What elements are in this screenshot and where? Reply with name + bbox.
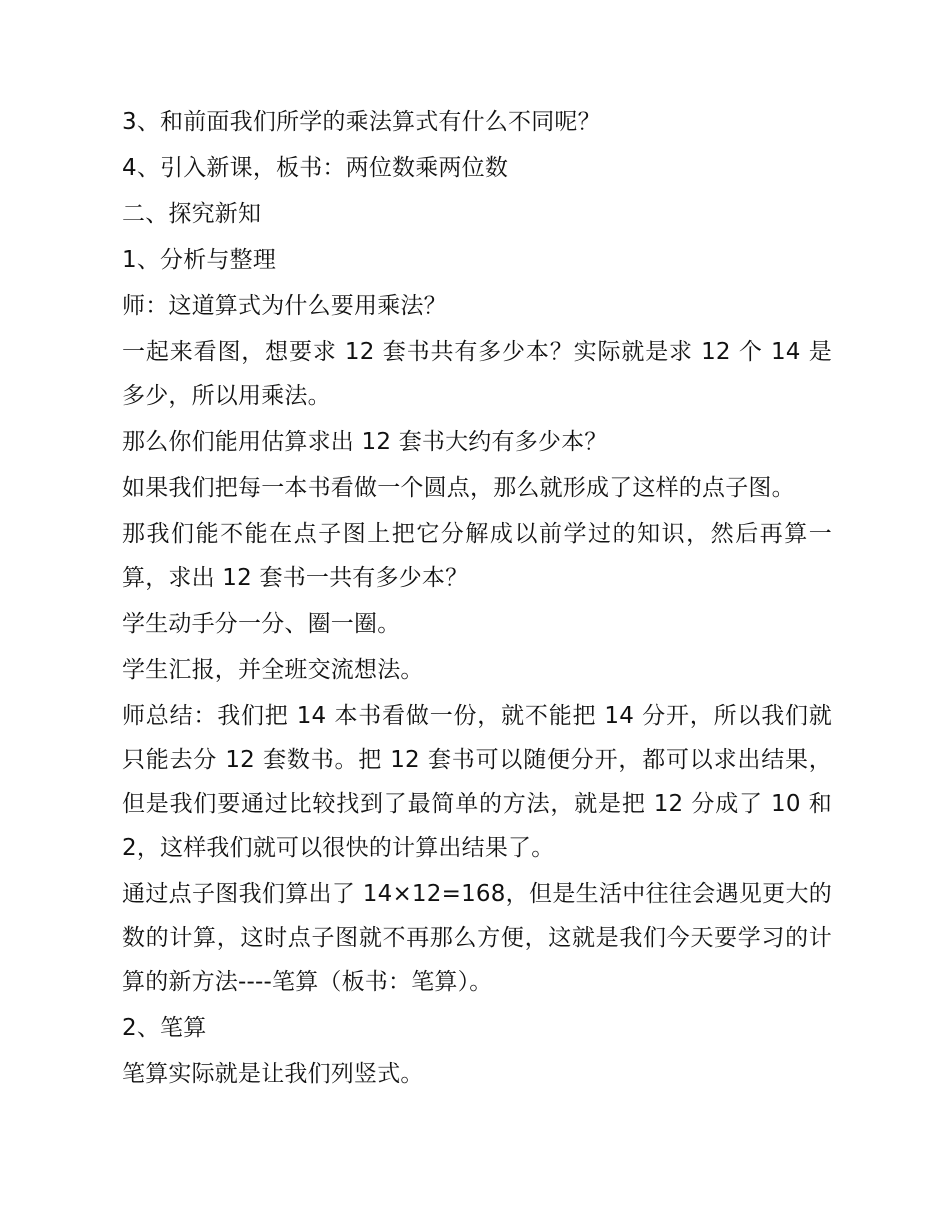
- question-3: 3、和前面我们所学的乘法算式有什么不同呢？: [122, 109, 601, 135]
- student-report: 学生汇报，并全班交流想法。: [122, 657, 424, 683]
- document-body: [122, 100, 832, 1096]
- teacher-summary: 师总结：我们把 14 本书看做一份，就不能把 14 分开，所以我们就只能去分 12 套数书。把 12 套书可以随便分开，都可以求出结果，但是我们要通过比较找到了最简单的方法，就是把 12 分成了 10 和 2，这样我们就可以很快的计算出结果了。: [122, 703, 832, 861]
- step-4-new-lesson: 4、引入新课，板书：两位数乘两位数: [122, 155, 509, 181]
- student-activity: 学生动手分一分、圈一圈。: [122, 611, 401, 637]
- explanation-paragraph: 一起来看图，想要求 12 套书共有多少本？实际就是求 12 个 14 是多少，所以用乘法。: [122, 339, 832, 409]
- estimation-question: 那么你们能用估算求出 12 套书大约有多少本？: [122, 429, 608, 455]
- decomposition-question: 那我们能不能在点子图上把它分解成以前学过的知识，然后再算一算，求出 12 套书一共有多少本？: [122, 521, 832, 591]
- dot-diagram-paragraph: 如果我们把每一本书看做一个圆点，那么就形成了这样的点子图。: [122, 475, 795, 501]
- teacher-question: 师：这道算式为什么要用乘法？: [122, 293, 447, 319]
- subsection-written-calc: 2、笔算: [122, 1015, 207, 1041]
- written-calc-paragraph: 笔算实际就是让我们列竖式。: [122, 1061, 424, 1087]
- section-heading-explore: 二、探究新知: [122, 201, 262, 227]
- calculation-paragraph: 通过点子图我们算出了 14×12=168，但是生活中往往会遇见更大的数的计算，这时点子图就不再那么方便，这就是我们今天要学习的计算的新方法----笔算（板书：笔算）。: [122, 881, 832, 995]
- subsection-analysis: 1、分析与整理: [122, 247, 277, 273]
